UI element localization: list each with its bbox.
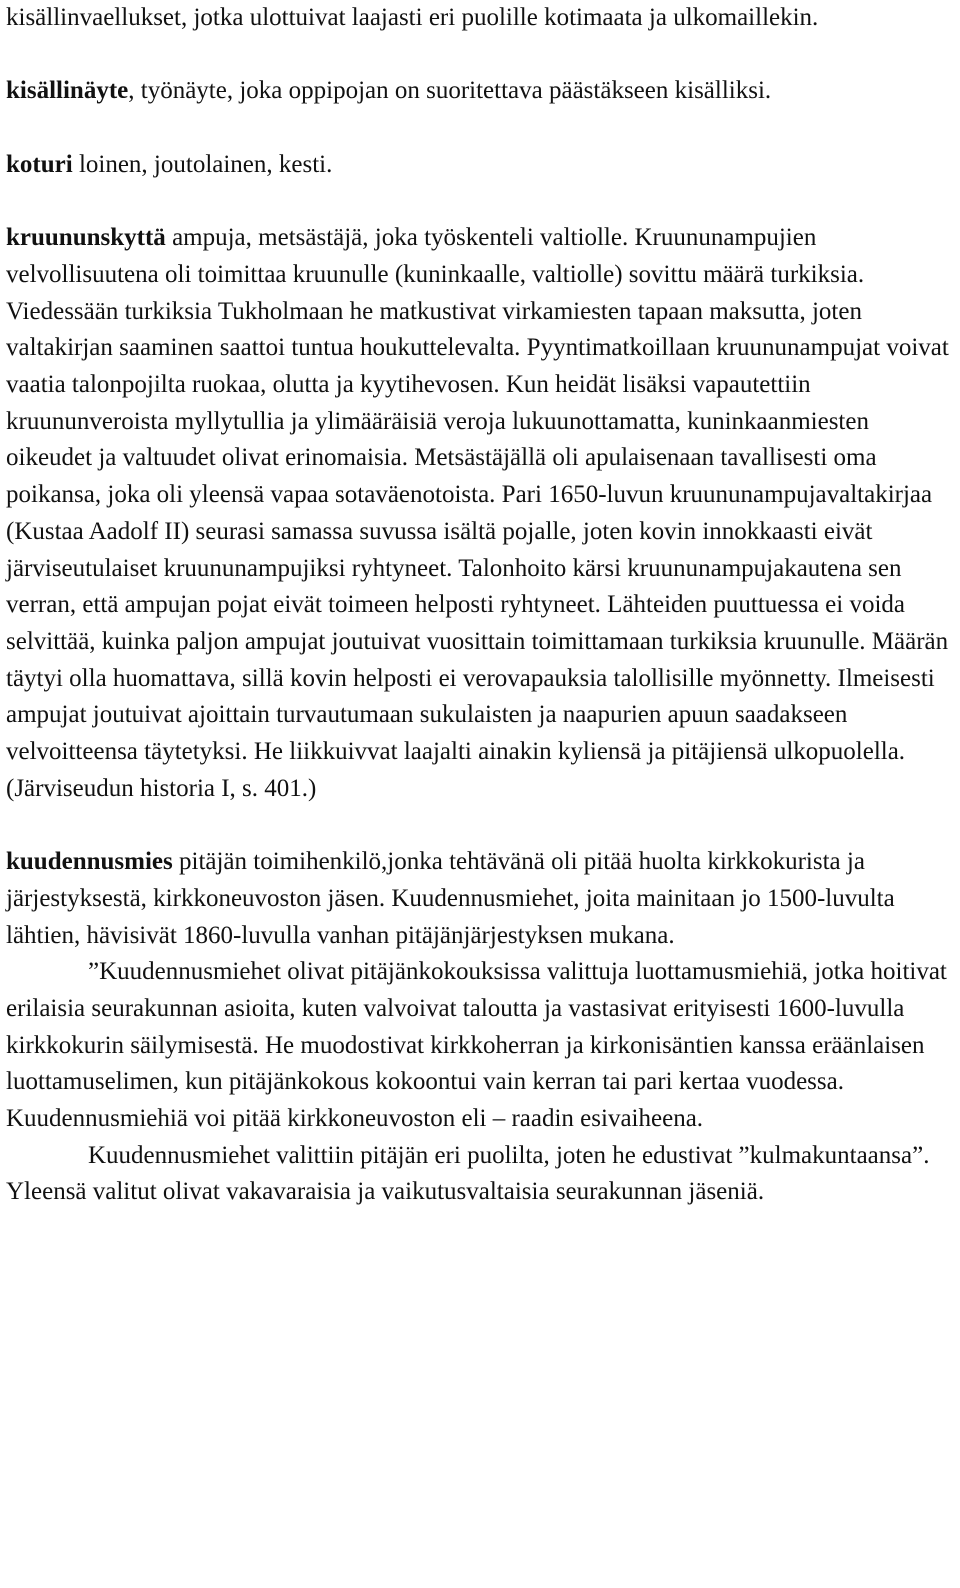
entry-kisallinvaellukset-continued bbox=[6, 0, 950, 37]
entry-term: kisällinäyte bbox=[6, 77, 129, 105]
entry-koturi bbox=[6, 147, 950, 184]
entry-separator bbox=[6, 110, 950, 147]
entry-separator bbox=[6, 807, 950, 844]
entry-definition: loinen, joutolainen, kesti. bbox=[72, 150, 333, 178]
entry-definition: , työnäyte, joka oppipojan on suoritettava päästäkseen kisälliksi. bbox=[128, 77, 772, 105]
entry-term: kuudennusmies bbox=[6, 848, 173, 876]
entry-kuudennusmies-paragraph-1: ”Kuudennusmiehet olivat pitäjänkokouksissa valittuja luottamusmiehiä, jotka hoitivat erilaisia seurakunnan asioita, kuten valvoivat taloutta ja vastasivat erityisesti 1600-luvulla kirkkokurin säilymisestä. He muodostivat kirkkoherran ja kirkonisäntien kanssa eräänlaisen luottamuselimen, kun pitäjänkokous kokoontui vain kerran tai pari kertaa vuodessa. Kuudennusmiehiä voi pitää kirkkoneuvoston eli – raadin esivaiheena. bbox=[6, 958, 947, 1133]
entry-definition: ampuja, metsästäjä, joka työskenteli valtiolle. Kruununampujien velvollisuutena oli toimittaa kruunulle (kuninkaalle, valtiolle) sovittu määrä turkiksia. Viedessään turkiksia Tukholmaan he matkustivat virkamiesten tapaan maksutta, joten valtakirjan saaminen saattoi tuntua houkuttelevalta. Pyyntimatkoillaan kruununampujat voivat vaatia talonpojilta ruokaa, olutta ja kyytihevosen. Kun heidät lisäksi vapautettiin kruununveroista myllytullia ja ylimääräisiä veroja lukuunottamatta, kuninkaanmiesten oikeudet ja valtuudet olivat erinomaisia. Metsästäjällä oli apulaisenaan tavallisesti oma poikansa, joka oli yleensä vapaa sotaväenotoista. Pari 1650-luvun kruununampujavaltakirjaa (Kustaa Aadolf II) seurasi samassa suvussa isältä pojalle, joten kovin innokkaasti eivät järviseutulaiset kruununampujiksi ryhtyneet. Talonhoito kärsi kruununampujakautena sen verran, että ampujan pojat eivät toimeen helposti ryhtyneet. Lähteiden puuttuessa ei voida selvittää, kuinka paljon ampujat joutuivat vuosittain toimittamaan turkiksia kruunulle. Määrän täytyi olla huomattava, sillä kovin helposti ei verovapauksia talollisille myönnetty. Ilmeisesti ampujat joutuivat ajoittain turvautumaan sukulaisten ja naapurien apuun saadakseen velvoitteensa täytetyksi. He liikkuivvat laajalti ainakin kyliensä ja pitäjiensä ulkopuolella. (Järviseudun historia I, s. 401.) bbox=[6, 224, 949, 802]
entry-definition: pitäjän toimihenkilö,jonka tehtävänä oli pitää huolta kirkkokurista ja järjestyksestä, kirkkoneuvoston jäsen. Kuudennusmiehet, joita mainitaan jo 1500-luvulta lähtien, hävisivät 1860-luvulla vanhan pitäjänjärjestyksen mukana. bbox=[6, 848, 895, 949]
entry-separator bbox=[6, 183, 950, 220]
entry-separator bbox=[6, 37, 950, 74]
entry-kuudennusmies-paragraph-2: Kuudennusmiehet valittiin pitäjän eri puolilta, joten he edustivat ”kulmakuntaansa”. Yleensä valitut olivat vakavaraisia ja vaikutusvaltaisia seurakunnan jäseniä. bbox=[6, 1141, 930, 1206]
entry-term: kruununskyttä bbox=[6, 224, 166, 252]
document-page bbox=[6, 0, 950, 1211]
entry-kuudennusmies bbox=[6, 844, 950, 954]
entry-term: koturi bbox=[6, 150, 73, 178]
entry-definition: kisällinvaellukset, jotka ulottuivat laajasti eri puolille kotimaata ja ulkomaillekin. bbox=[6, 4, 819, 31]
entry-kruununskytta bbox=[6, 220, 950, 807]
entry-kisallinayte bbox=[6, 73, 950, 110]
